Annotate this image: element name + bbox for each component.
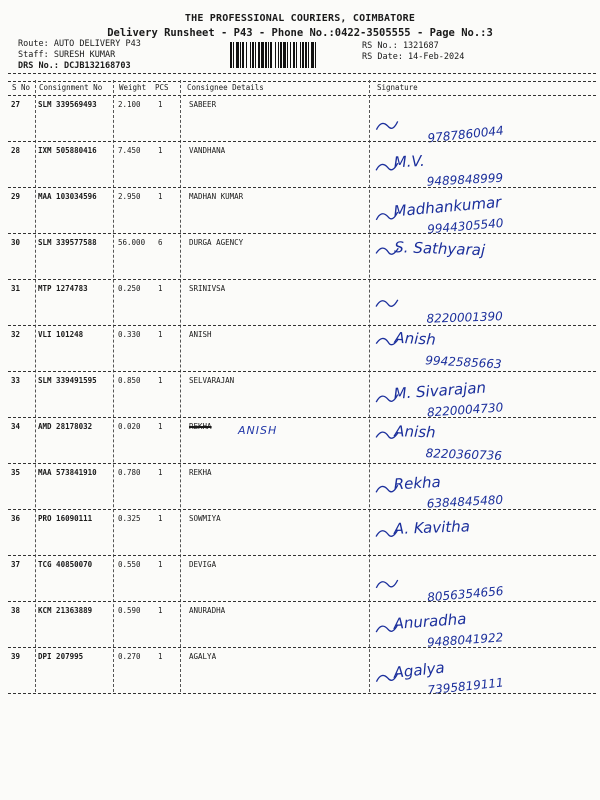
row-sno: 31 — [11, 284, 21, 293]
row-pcs: 1 — [158, 100, 163, 109]
row-sno: 34 — [11, 422, 21, 431]
table-row — [0, 327, 600, 373]
signature-name: Rekha — [393, 472, 442, 494]
row-consignee: ANURADHA — [189, 606, 226, 615]
row-consignee: REKHA — [189, 422, 212, 431]
row-pcs: 6 — [158, 238, 163, 247]
row-consignment: AMD 28178032 — [38, 422, 93, 431]
row-consignment: MAA 103034596 — [38, 192, 97, 201]
table-row — [0, 649, 600, 698]
row-pcs: 1 — [158, 330, 163, 339]
signature-name: M. Sivarajan — [393, 378, 487, 403]
handwritten-annotation: ANISH — [238, 424, 278, 437]
row-consignment: SLM 339577588 — [38, 238, 97, 247]
row-sno: 29 — [11, 192, 21, 201]
signature-name: A. Kavitha — [393, 517, 471, 538]
divider — [8, 95, 596, 96]
row-consignee: VANDHANA — [189, 146, 226, 155]
row-sno: 33 — [11, 376, 21, 385]
row-sno: 38 — [11, 606, 21, 615]
row-divider — [8, 509, 596, 510]
col-weight: Weight — [119, 83, 147, 92]
signature-cell — [368, 465, 596, 511]
handwritten-signature — [368, 143, 596, 189]
row-weight: 0.325 — [118, 514, 141, 523]
row-consignment: VLI 101248 — [38, 330, 84, 339]
handwritten-signature — [368, 235, 596, 281]
row-weight: 56.000 — [118, 238, 146, 247]
signature-name: Agalya — [392, 658, 446, 682]
drs-label: DRS No.: DCJB132168703 — [18, 61, 131, 71]
route-label: Route: AUTO DELIVERY P43 — [18, 39, 141, 49]
rs-info — [362, 41, 464, 63]
row-divider — [8, 279, 596, 280]
row-divider — [8, 463, 596, 464]
row-sno: 37 — [11, 560, 21, 569]
handwritten-signature — [368, 281, 596, 327]
row-divider — [8, 141, 596, 142]
handwritten-signature — [368, 327, 596, 373]
row-pcs: 1 — [158, 468, 163, 477]
row-pcs: 1 — [158, 376, 163, 385]
row-consignment: DPI 207995 — [38, 652, 84, 661]
rs-number: RS No.: 1321687 — [362, 41, 439, 51]
row-pcs: 1 — [158, 146, 163, 155]
runsheet-subtitle: Delivery Runsheet - P43 - Phone No.:0422-3505555 - Page No.:3 — [107, 27, 493, 39]
row-weight: 7.450 — [118, 146, 141, 155]
row-consignee: SELVARAJAN — [189, 376, 235, 385]
signature-phone: 9489848999 — [426, 170, 504, 189]
handwritten-signature — [368, 511, 596, 557]
signature-name: Anuradha — [393, 609, 467, 633]
col-sno: S No — [12, 83, 31, 92]
row-sno: 39 — [11, 652, 21, 661]
row-divider — [8, 371, 596, 372]
row-divider — [8, 233, 596, 234]
row-sno: 27 — [11, 100, 21, 109]
signature-name: Madhankumar — [392, 192, 503, 221]
signature-name: Anish — [394, 328, 437, 349]
signature-phone: 9787860044 — [426, 123, 505, 146]
handwritten-signature — [368, 373, 596, 419]
col-signature: Signature — [377, 83, 418, 92]
staff-label: Staff: SURESH KUMAR — [18, 50, 116, 60]
row-weight: 0.850 — [118, 376, 141, 385]
row-consignment: KCM 21363889 — [38, 606, 93, 615]
row-consignee: SABEER — [189, 100, 217, 109]
company-title: THE PROFESSIONAL COURIERS, COIMBATORE — [184, 13, 416, 24]
signature-phone: 9944305540 — [426, 215, 505, 237]
signature-phone: 8220360736 — [425, 446, 503, 463]
signature-phone: 8220001390 — [426, 309, 504, 326]
table-row — [0, 235, 600, 281]
row-divider — [8, 601, 596, 602]
row-consignee: ANISH — [189, 330, 212, 339]
col-pcs: PCS — [155, 83, 169, 92]
signature-name: Anish — [394, 422, 436, 442]
row-consignment: SLM 339491595 — [38, 376, 97, 385]
table-row — [0, 97, 600, 146]
row-sno: 30 — [11, 238, 21, 247]
signature-phone: 7395819111 — [426, 675, 505, 698]
handwritten-signature — [368, 557, 596, 603]
row-weight: 0.250 — [118, 284, 141, 293]
table-row — [0, 603, 600, 649]
row-sno: 32 — [11, 330, 21, 339]
signature-cell — [368, 281, 596, 327]
signature-scribble — [376, 580, 398, 588]
handwritten-signature — [368, 465, 596, 511]
handwritten-signature — [368, 649, 596, 698]
row-consignment: MTP 1274783 — [38, 284, 88, 293]
row-consignee: DEVIGA — [189, 560, 217, 569]
signature-scribble — [376, 121, 399, 130]
row-consignee: SRINIVSA — [189, 284, 226, 293]
signature-name: M.V. — [393, 151, 426, 172]
signature-phone: 9942585663 — [425, 353, 503, 372]
signature-cell — [368, 235, 596, 281]
route-info — [18, 39, 141, 72]
row-weight: 0.020 — [118, 422, 141, 431]
col-consignee: Consignee Details — [187, 83, 264, 92]
signature-cell — [368, 603, 596, 649]
row-pcs: 1 — [158, 652, 163, 661]
row-consignee: REKHA — [189, 468, 212, 477]
row-consignee: SOWMIYA — [189, 514, 221, 523]
signature-name: S. Sathyaraj — [394, 238, 486, 260]
table-row — [0, 465, 600, 511]
row-consignment: IXM 505880416 — [38, 146, 97, 155]
row-weight: 0.590 — [118, 606, 141, 615]
row-weight: 0.270 — [118, 652, 141, 661]
col-consignment: Consignment No — [39, 83, 103, 92]
row-consignee: MADHAN KUMAR — [189, 192, 244, 201]
signature-cell — [368, 189, 596, 235]
signature-cell — [368, 419, 596, 465]
row-sno: 35 — [11, 468, 21, 477]
row-divider — [8, 647, 596, 648]
handwritten-signature — [368, 189, 596, 235]
signature-cell — [368, 649, 596, 698]
divider — [8, 81, 596, 82]
table-row — [0, 511, 600, 557]
row-sno: 36 — [11, 514, 21, 523]
row-consignment: PRO 16090111 — [38, 514, 93, 523]
row-weight: 0.780 — [118, 468, 141, 477]
row-consignment: SLM 339569493 — [38, 100, 97, 109]
row-pcs: 1 — [158, 192, 163, 201]
row-divider — [8, 417, 596, 418]
row-pcs: 1 — [158, 422, 163, 431]
row-divider — [8, 693, 596, 694]
signature-cell — [368, 511, 596, 557]
signature-phone: 8220004730 — [426, 400, 504, 420]
row-sno: 28 — [11, 146, 21, 155]
row-divider — [8, 187, 596, 188]
divider — [8, 73, 596, 74]
row-pcs: 1 — [158, 606, 163, 615]
handwritten-signature — [368, 419, 596, 465]
row-weight: 0.330 — [118, 330, 141, 339]
row-divider — [8, 555, 596, 556]
signature-phone: 8056354656 — [426, 583, 505, 605]
table-row — [0, 373, 600, 419]
row-divider — [8, 325, 596, 326]
table-row — [0, 281, 600, 327]
signature-phone: 6384845480 — [426, 492, 504, 511]
signature-cell — [368, 143, 596, 189]
row-pcs: 1 — [158, 284, 163, 293]
handwritten-signature — [368, 603, 596, 649]
row-consignee: DURGA AGENCY — [189, 238, 244, 247]
signature-cell — [368, 557, 596, 603]
table-row — [0, 143, 600, 189]
signature-cell — [368, 327, 596, 373]
row-consignment: TCG 40850070 — [38, 560, 93, 569]
row-pcs: 1 — [158, 560, 163, 569]
barcode-image — [230, 42, 358, 68]
table-row — [0, 557, 600, 603]
row-consignment: MAA 573841910 — [38, 468, 97, 477]
signature-cell — [368, 97, 596, 146]
row-pcs: 1 — [158, 514, 163, 523]
table-row — [0, 189, 600, 235]
row-weight: 0.550 — [118, 560, 141, 569]
signature-cell — [368, 373, 596, 419]
rs-date: RS Date: 14-Feb-2024 — [362, 52, 465, 62]
table-row — [0, 419, 600, 465]
row-consignee: AGALYA — [189, 652, 217, 661]
row-weight: 2.100 — [118, 100, 141, 109]
handwritten-signature — [368, 97, 596, 146]
row-weight: 2.950 — [118, 192, 141, 201]
signature-phone: 9488041922 — [426, 630, 504, 650]
signature-scribble — [376, 300, 398, 307]
